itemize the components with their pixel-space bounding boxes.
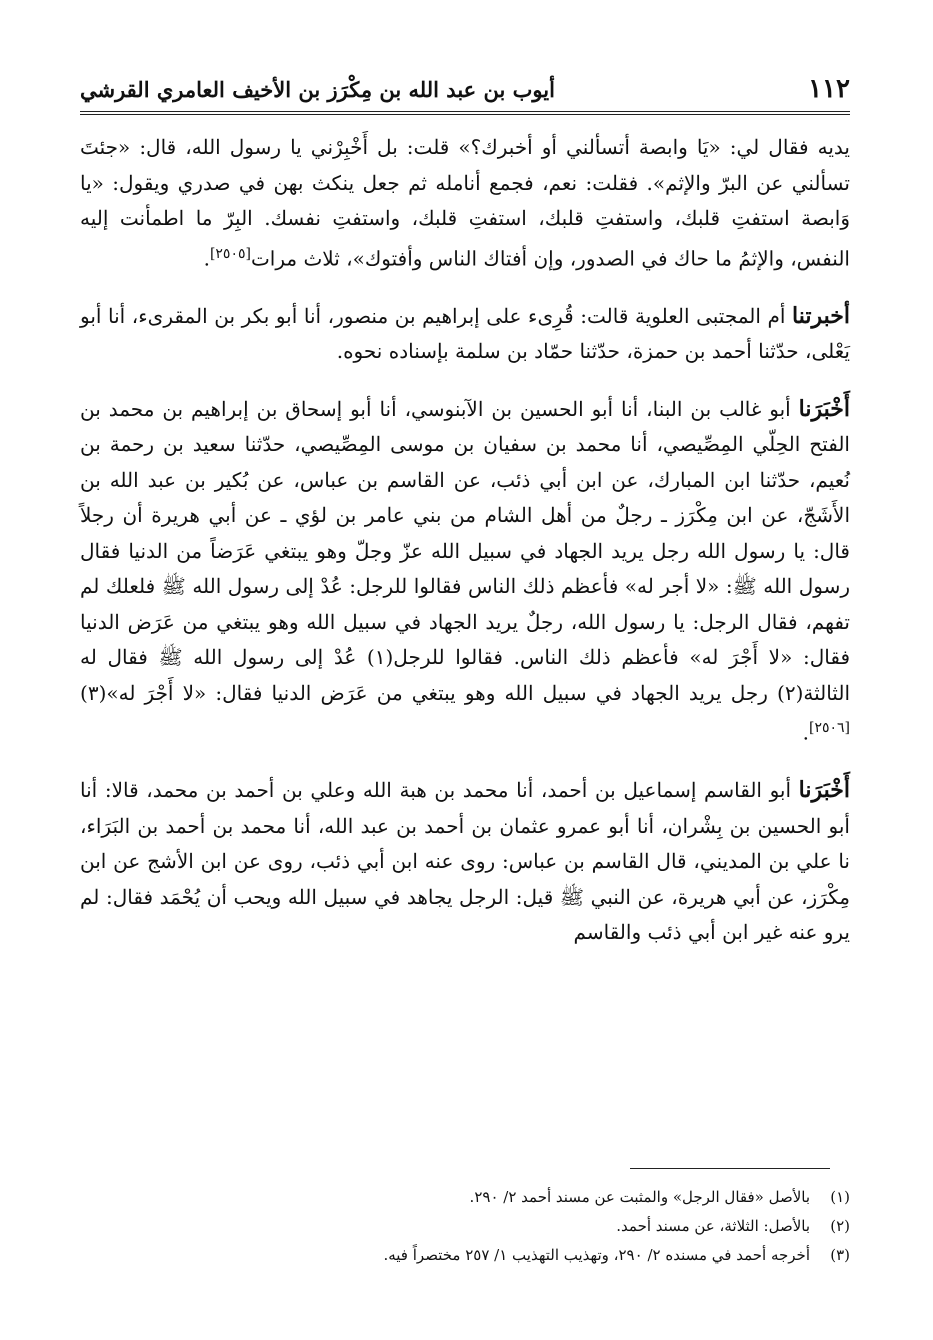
footnote-1: [80, 1183, 850, 1212]
page-header: [80, 70, 850, 108]
paragraph-text: يديه فقال لي: «يَا وابصة أتسألني أو أخبرك؟» قلت: بل أَخْبِرْني يا رسول الله، قال: «جئتَ تسألني عن البرّ والإثم». فقلت: نعم، فجمع أنامله ثم جعل ينكث بهن في صدري ويقول: «يا وَابصة استفتِ قلبك، واستفتِ قلبك، استفتِ قلبك، واستفتِ نفسك. البِرّ ما اطمأنت إليه النفس، والإثمُ ما حاك في الصدور، وإن أفتاك الناس وأفتوك»، ثلاث مرات: [80, 135, 850, 271]
paragraph-text: أبو القاسم إسماعيل بن أحمد، أنا محمد بن هبة الله وعلي بن أحمد بن محمد، قالا: أنا أبو الحسين بن بِشْران، أنا أبو عمرو عثمان بن أحمد بن عبد الله، أنا محمد بن أحمد بن البَرَاء، نا علي بن المديني، قال القاسم بن عباس: روى عنه ابن أبي ذئب، روى عن ابن الأشج عن ابن مِكْرَز، عن أبي هريرة، عن النبي ﷺ قيل: الرجل يجاهد في سبيل الله ويحب أن يُحْمَد فقال: لم يرو عنه غير ابن أبي ذئب والقاسم: [80, 778, 850, 945]
paragraph-text: أبو غالب بن البنا، أنا أبو الحسين بن الآبنوسي، أنا أبو إسحاق بن إبراهيم بن محمد بن الفتح الحِلّي المِصِّيصي، أنا محمد بن سفيان بن موسى المِصِّيصي، حدّثنا سعيد بن رحمة بن نُعيم، حدّثنا ابن المبارك، عن ابن أبي ذئب، عن القاسم بن عباس، عن بُكير بن عبد الله بن الأَشَجّ، عن ابن مِكْرَز ـ رجلٌ من أهل الشام من بني عامر بن لؤي ـ عن أبي هريرة أن رجلاً قال: يا رسول الله رجل يريد الجهاد في سبيل الله عزّ وجلّ وهو يبتغي عَرَضاً من الدنيا فقال رسول الله ﷺ: «لا أجر له» فأعظم ذلك الناس فقالوا للرجل: عُدْ إلى رسول الله ﷺ فلعلك لم تفهم، فقال الرجل: يا رسول الله، رجلٌ يريد الجهاد في سبيل الله وهو يبتغي من عَرَض الدنيا فقال: «لا أَجْرَ له» فأعظم ذلك الناس. فقالوا للرجل(١) عُدْ إلى رسول الله ﷺ فقال له الثالثة(٢) رجل يريد الجهاد في سبيل الله وهو يبتغي من عَرَض الدنيا فقال: «لا أَجْرَ له»(٣): [80, 396, 851, 705]
footnotes: [80, 1183, 850, 1270]
footnote-number: (٢): [830, 1217, 850, 1235]
main-text: [80, 130, 850, 973]
footnote-text: بالأصل: الثلاثة، عن مسند أحمد.: [616, 1217, 810, 1235]
running-title: أيوب بن عبد الله بن مِكْرَز بن الأخيف العامري القرشي: [80, 76, 555, 102]
paragraph-2: [80, 299, 850, 370]
paragraph-3: أَخْبَرَنا أبو غالب بن البنا، أنا أبو الحسين بن الآبنوسي، أنا أبو إسحاق بن إبراهيم بن محمد بن الفتح الحِلّي المِصِّيصي، أنا محمد بن سفيان بن موسى المِصِّيصي، حدّثنا سعيد بن رحمة بن نُعيم، حدّثنا ابن المبارك، عن ابن أبي ذئب، عن القاسم بن عباس، عن بُكير بن عبد الله بن الأَشَجّ، عن ابن مِكْرَز ـ رجلٌ من أهل الشام من بني عامر بن لؤي ـ عن أبي هريرة أن رجلاً قال: يا رسول الله رجل يريد الجهاد في سبيل الله عزّ وجلّ وهو يبتغي عَرَضاً من الدنيا فقال رسول الله ﷺ: «لا أجر له» فأعظم ذلك الناس فقالوا للرجل: عُدْ إلى رسول الله ﷺ فلعلك لم تفهم، فقال الرجل: يا رسول الله، رجلٌ يريد الجهاد في سبيل الله وهو يبتغي من عَرَض الدنيا فقال: «لا أَجْرَ له» فأعظم ذلك الناس. فقالوا للرجل(١) عُدْ إلى رسول الله ﷺ فقال له الثالثة(٢) رجل يريد الجهاد في سبيل الله وهو يبتغي من عَرَض الدنيا فقال: «لا أَجْرَ له»(٣)[٢٥٠٦].: [80, 395, 851, 745]
paragraph-text: أم المجتبى العلوية قالت: قُرِىء على إبراهيم بن منصور، أنا أبو بكر بن المقرىء، أنا أبو يَعْلى، حدّثنا أحمد بن حمزة، حدّثنا حمّاد بن سلمة بإسناده نحوه.: [80, 303, 850, 364]
footnote-3: [80, 1241, 850, 1270]
footnote-2: [80, 1212, 850, 1241]
paragraph-4: [80, 773, 850, 951]
paragraph-lead: أَخْبَرَنا: [798, 395, 850, 422]
page-number: ١١٢: [808, 74, 850, 104]
footnote-text: بالأصل «فقال الرجل» والمثبت عن مسند أحمد ٢/ ٢٩٠.: [469, 1188, 810, 1206]
footnote-number: (١): [830, 1188, 850, 1206]
paragraph-lead: أَخْبَرَنا: [798, 777, 850, 804]
paragraph-lead: أخبرتنا: [792, 302, 850, 329]
footnote-number: (٣): [830, 1246, 850, 1264]
reference-number: [٢٥٠٥]: [209, 245, 251, 262]
header-divider: [80, 111, 850, 115]
paragraph-1: يديه فقال لي: «يَا وابصة أتسألني أو أخبرك؟» قلت: بل أَخْبِرْني يا رسول الله، قال: «جئتَ تسألني عن البرّ والإثم». فقلت: نعم، فجمع أنامله ثم جعل ينكث بهن في صدري ويقول: «يا وَابصة استفتِ قلبك، واستفتِ قلبك، استفتِ قلبك، واستفتِ نفسك. البِرّ ما اطمأنت إليه النفس، والإثمُ ما حاك في الصدور، وإن أفتاك الناس وأفتوك»، ثلاث مرات[٢٥٠٥].: [80, 135, 850, 271]
footnote-text: أخرجه أحمد في مسنده ٢/ ٢٩٠، وتهذيب التهذيب ١/ ٢٥٧ مختصراً فيه.: [383, 1246, 810, 1264]
footnote-divider: [630, 1168, 830, 1169]
reference-number: [٢٥٠٦]: [808, 720, 850, 737]
